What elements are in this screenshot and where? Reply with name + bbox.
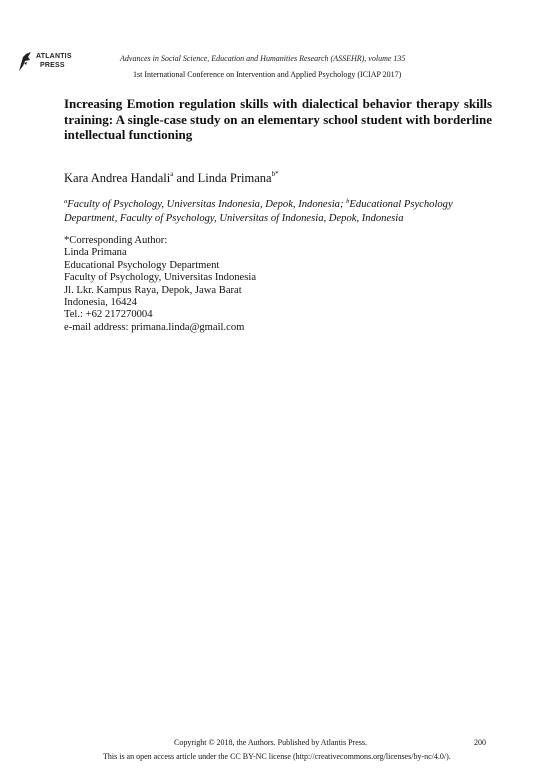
affiliations (64, 195, 494, 226)
corresponding-name: Linda Primana (64, 247, 127, 259)
author-affiliation-mark: a (170, 170, 174, 178)
affiliation-a: Faculty of Psychology, Universitas Indonesia, Depok, Indonesia; (67, 199, 347, 210)
author-name: Linda Primana (197, 171, 272, 185)
header-series: Advances in Social Science, Education and Humanities Research (ASSEHR), volume 135 (120, 54, 406, 63)
affiliation-b: Educational Psychology Department, Faculty of Psychology, Universitas of Indonesia, Depok, Indonesia (64, 199, 453, 224)
affiliation-mark-a: a (64, 198, 68, 205)
paper-title: Increasing Emotion regulation skills with dialectical behavior therapy skills training: A single-case study on an elementary school student with borderline intellectual functioning (64, 96, 492, 142)
page-number: 200 (474, 738, 486, 747)
footer-copyright: Copyright © 2018, the Authors. Published by Atlantis Press. (174, 738, 367, 747)
publisher-logo (17, 51, 75, 73)
author-joiner: and (173, 171, 198, 185)
corresponding-faculty: Faculty of Psychology, Universitas Indonesia (64, 272, 257, 284)
logo-line-2: PRESS (40, 62, 65, 69)
publisher-logo-text (36, 52, 72, 70)
header-conference: 1st International Conference on Intervention and Applied Psychology (ICIAP 2017) (133, 70, 402, 79)
affiliation-mark-b: b (346, 198, 350, 205)
corresponding-label: *Corresponding Author: (64, 235, 168, 246)
atlantis-press-logo-icon (17, 51, 33, 73)
corresponding-country: Indonesia, 16424 (64, 297, 137, 309)
corresponding-phone: Tel.: +62 217270004 (64, 309, 153, 321)
author-affiliation-mark: b* (271, 170, 279, 178)
corresponding-author-block (64, 235, 494, 334)
corresponding-street: Jl. Lkr. Kampus Raya, Depok, Jawa Barat (64, 284, 242, 296)
author-name: Kara Andrea Handali (64, 171, 171, 185)
corresponding-department: Educational Psychology Department (64, 259, 220, 271)
author-list (64, 170, 279, 186)
corresponding-email: e-mail address: primana.linda@gmail.com (64, 321, 245, 333)
footer-license: This is an open access article under the CC BY-NC license (http://creativecommons.org/licenses/by-nc/4.0/). (103, 752, 451, 761)
logo-line-1: ATLANTIS (36, 53, 72, 60)
